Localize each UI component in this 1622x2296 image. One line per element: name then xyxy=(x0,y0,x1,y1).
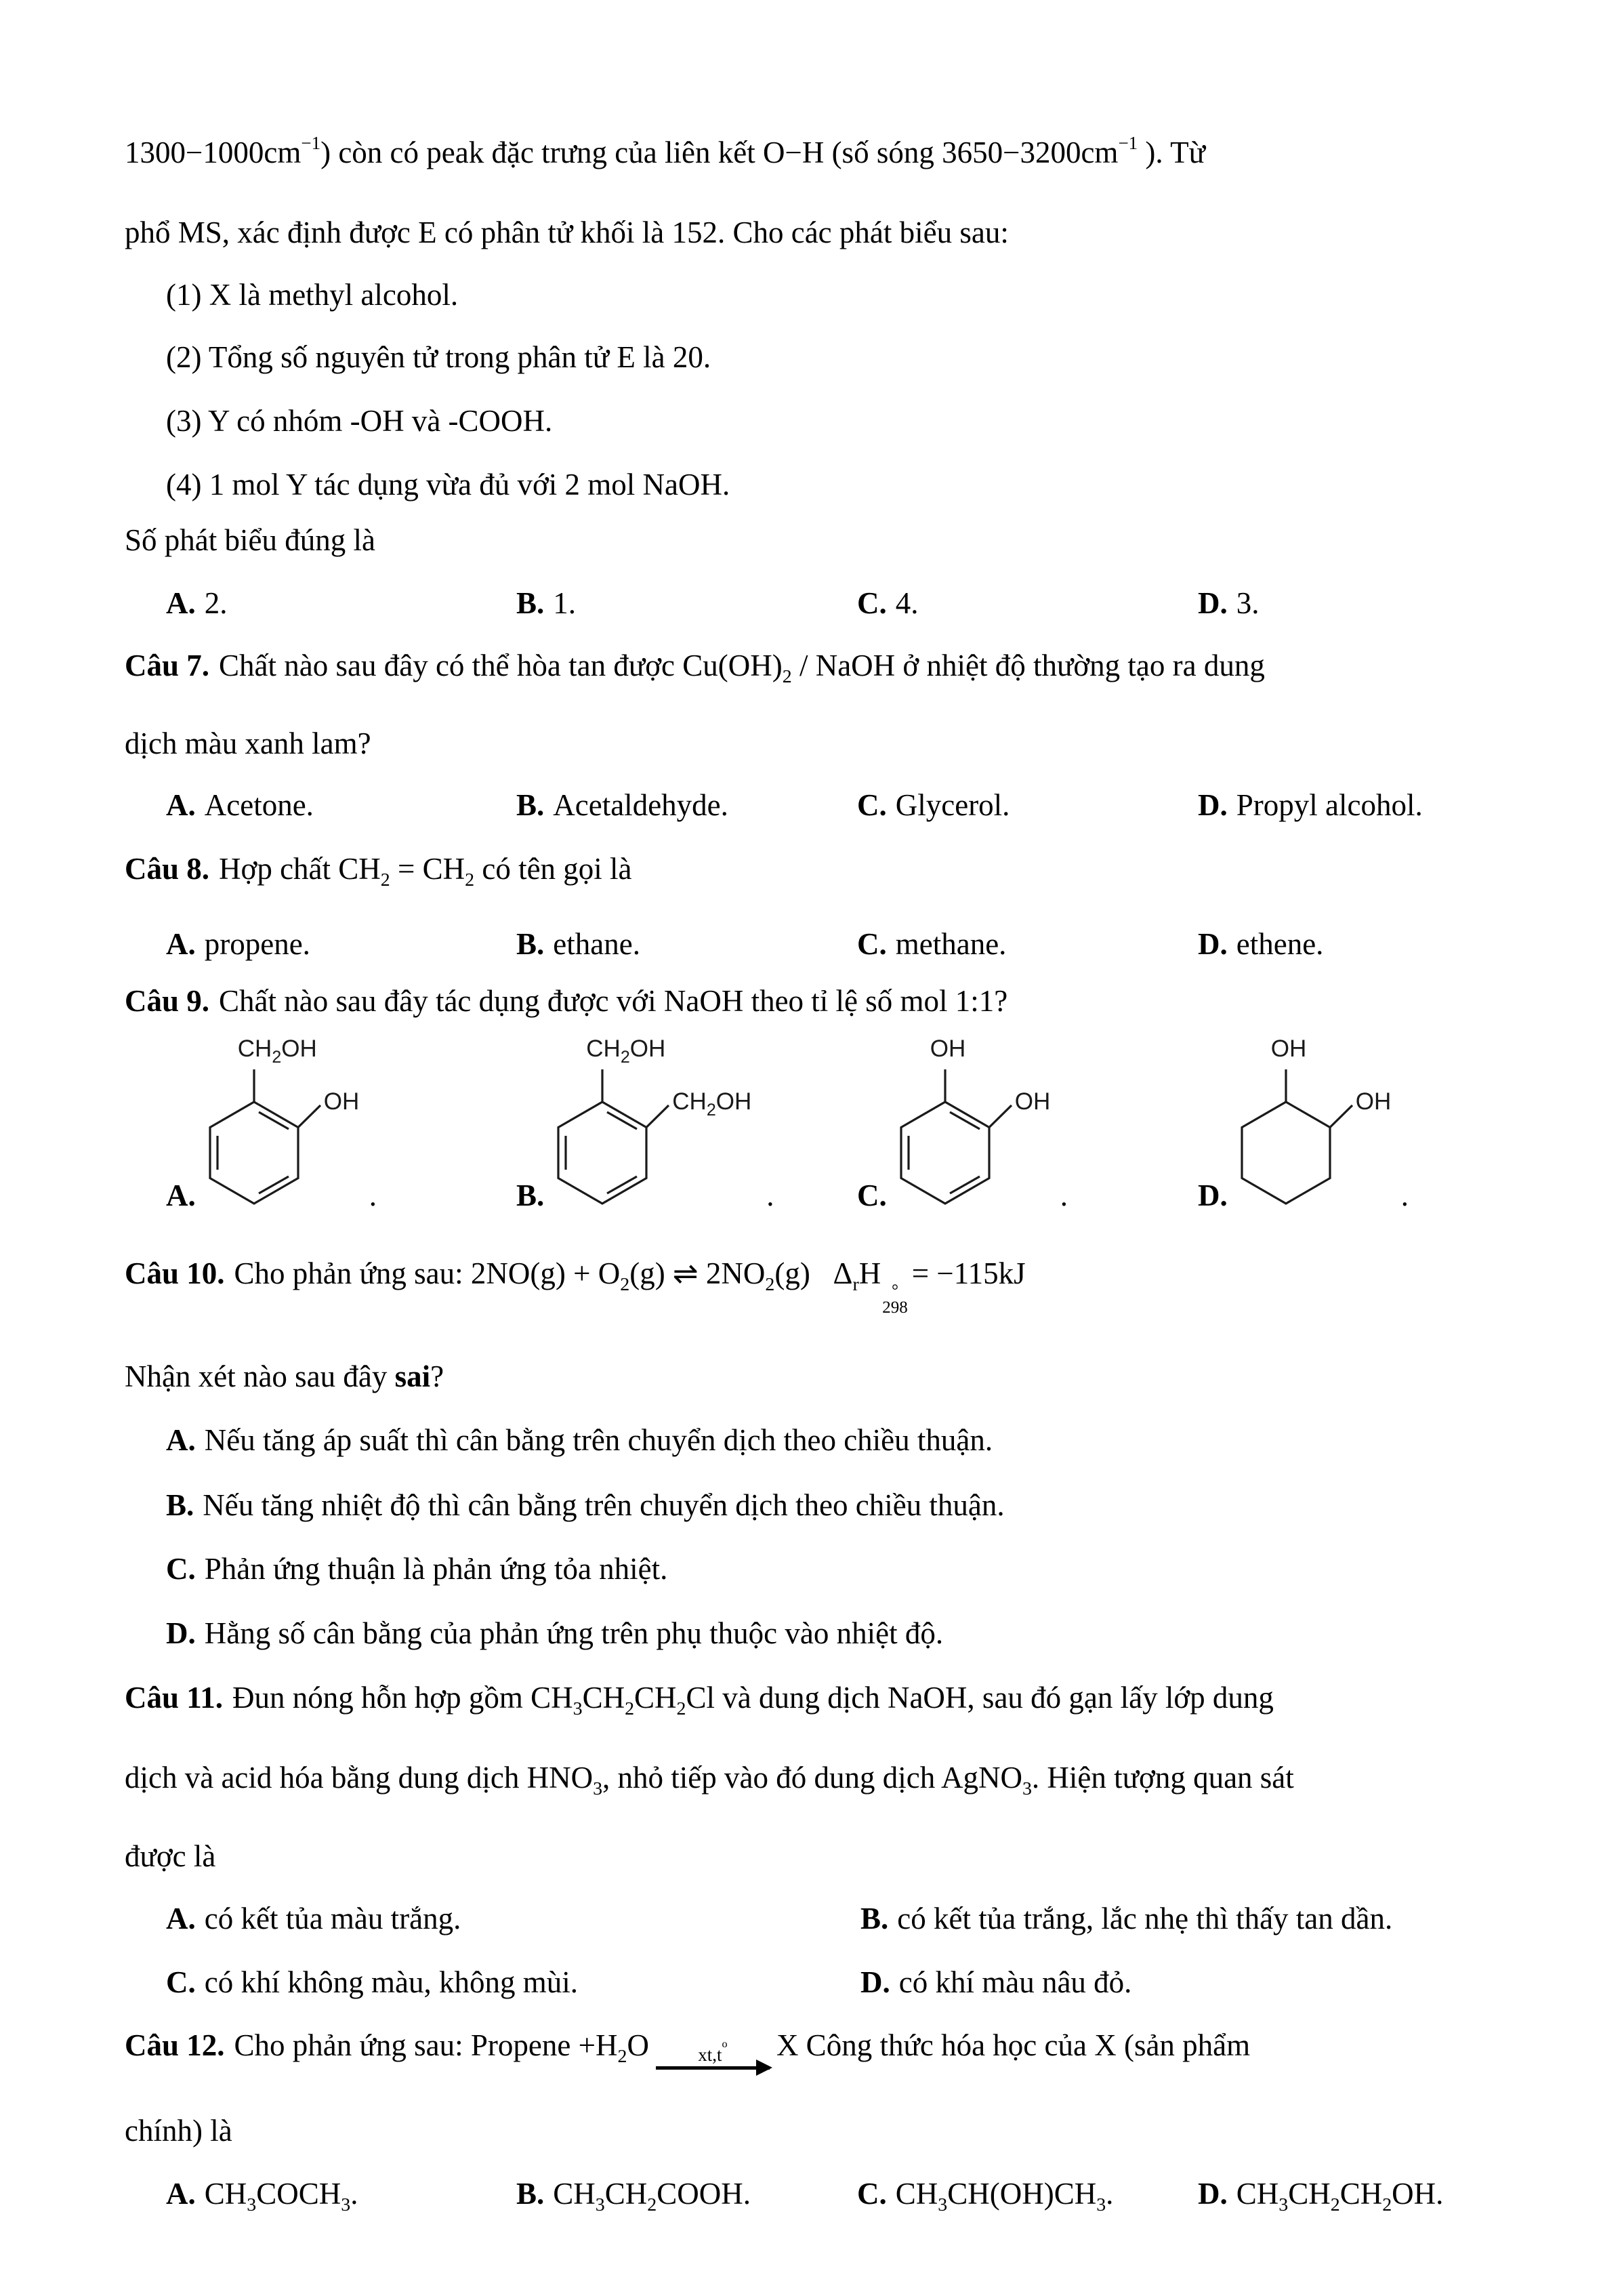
arrow-shaft xyxy=(656,2066,770,2070)
option-text: methane. xyxy=(895,927,1007,961)
q6-statement-2: (2) Tổng số nguyên tử trong phân tử E là 20. xyxy=(166,340,711,374)
option-letter: D. xyxy=(1198,586,1228,620)
q11-option-d xyxy=(860,1964,1507,2001)
q10-label: Câu 10. xyxy=(125,1256,225,1290)
q6-option-c xyxy=(857,585,1198,621)
q9-structure-b xyxy=(516,1026,857,1224)
option-letter: A. xyxy=(166,788,196,822)
q8-option-b xyxy=(516,926,857,962)
q12-line-2: chính) là xyxy=(125,2114,232,2148)
option-letter: B. xyxy=(166,1488,194,1522)
option-letter: D. xyxy=(1198,1178,1228,1212)
option-letter: B. xyxy=(516,586,545,620)
option-letter: B. xyxy=(860,1902,889,1935)
q9-structure-a xyxy=(166,1026,516,1224)
substituent-side-label: OH xyxy=(323,1088,360,1115)
q10-equation: Cho phản ứng sau: $2NO(g) + O_2(g)$ ⇌ $2NO_2(g)$ $\Delta_rH$ ° 298 = −115kJ xyxy=(234,1256,1026,1317)
q10-option-c xyxy=(125,1551,1507,1587)
q8-line-1 xyxy=(125,850,1507,890)
option-letter: A. xyxy=(166,1902,196,1935)
option-text: 3. xyxy=(1236,586,1260,620)
option-letter: C. xyxy=(857,2177,887,2211)
substituent-top-label: OH xyxy=(930,1036,966,1062)
option-text: Glycerol. xyxy=(895,788,1010,822)
option-text: propene. xyxy=(204,927,310,961)
option-text: Phản ứng thuận là phản ứng tỏa nhiệt. xyxy=(204,1552,668,1586)
q6-option-b xyxy=(516,585,857,621)
option-letter: C. xyxy=(857,927,887,961)
q11-line-3: được là xyxy=(125,1839,216,1873)
q9-text: Chất nào sau đây tác dụng được với NaOH theo tỉ lệ số mol 1:1? xyxy=(219,984,1008,1018)
q10-line-1 xyxy=(125,1255,1507,1316)
structure-period: . xyxy=(1060,1178,1068,1212)
option-letter: A. xyxy=(166,586,196,620)
q11-option-a xyxy=(166,1900,860,1937)
option-text: 1. xyxy=(553,586,577,620)
reaction-arrow xyxy=(656,2037,770,2070)
q6-options-row xyxy=(125,585,1507,621)
structure-2-hydroxybenzyl-alcohol xyxy=(200,1027,362,1224)
option-letter: B. xyxy=(516,1178,545,1212)
q10-option-b xyxy=(125,1487,1507,1523)
option-text: Acetaldehyde. xyxy=(553,788,728,822)
q7-line-1 xyxy=(125,647,1507,687)
option-letter: C. xyxy=(857,586,887,620)
structure-period: . xyxy=(1400,1178,1409,1212)
q7-label: Câu 7. xyxy=(125,649,210,682)
option-text: Acetone. xyxy=(204,788,314,822)
option-letter: C. xyxy=(857,1178,887,1212)
cyclohexane-ring-diagram xyxy=(1232,1027,1394,1224)
option-text: có kết tủa màu trắng. xyxy=(204,1902,461,1935)
substituent-top-label: OH xyxy=(1270,1036,1307,1062)
q12-text-suffix: X Công thức hóa học của X (sản phẩm xyxy=(776,2028,1251,2062)
substituent-side-label: OH xyxy=(1355,1088,1392,1115)
option-letter: C. xyxy=(166,1965,196,1999)
q11-label: Câu 11. xyxy=(125,1681,224,1715)
q12-options-row xyxy=(125,2175,1507,2215)
reaction-condition-label: $xt,t^o$ xyxy=(698,2038,728,2065)
q10-option-d xyxy=(125,1615,1507,1652)
structure-period: . xyxy=(766,1178,774,1212)
q8-label: Câu 8. xyxy=(125,852,210,886)
q10-option-a xyxy=(125,1422,1507,1458)
option-text: $CH_3CH_2COOH$. xyxy=(553,2177,751,2215)
structure-period: . xyxy=(369,1178,377,1212)
q11-option-b xyxy=(860,1900,1507,1937)
q8-option-d xyxy=(1198,926,1507,962)
q9-structures-row xyxy=(125,1026,1507,1224)
q6-closing: Số phát biểu đúng là xyxy=(125,523,375,557)
q9-label: Câu 9. xyxy=(125,984,210,1018)
q12-option-b xyxy=(516,2175,857,2215)
q12-option-d xyxy=(1198,2175,1507,2215)
option-letter: A. xyxy=(166,1423,196,1457)
q6-intro-line-1: $1300-1000cm^{-1}$) còn có peak đặc trưng của liên kết O−H (số sóng $3650-3200cm^{-1}$ ). Từ xyxy=(125,133,1205,169)
q11-text: Đun nóng hỗn hợp gồm $CH_3CH_2CH_2Cl$ và dung dịch NaOH, sau đó gạn lấy lớp dung xyxy=(232,1681,1274,1719)
q9-structure-c xyxy=(857,1026,1198,1224)
q6-option-a xyxy=(166,585,516,621)
option-letter: B. xyxy=(516,788,545,822)
option-text: $CH_3COCH_3$. xyxy=(204,2177,358,2215)
option-letter: D. xyxy=(1198,788,1228,822)
q11-options-row-2 xyxy=(125,1964,1507,2001)
substituent-side-label: OH xyxy=(1014,1088,1051,1115)
q8-option-c xyxy=(857,926,1198,962)
option-text: Hằng số cân bằng của phản ứng trên phụ thuộc vào nhiệt độ. xyxy=(204,1616,944,1650)
q11-options-row-1 xyxy=(125,1900,1507,1937)
q11-option-c xyxy=(166,1964,860,2001)
substituent-top-label: $CH_2OH$ xyxy=(586,1036,666,1067)
q9-structure-d xyxy=(1198,1026,1507,1224)
q6-option-d xyxy=(1198,585,1507,621)
option-text: $CH_3CH(OH)CH_3$. xyxy=(895,2177,1114,2215)
option-letter: A. xyxy=(166,2177,196,2211)
benzene-ring-diagram xyxy=(891,1027,1054,1224)
q7-option-a xyxy=(166,787,516,823)
q10-line-2: Nhận xét nào sau đây sai? xyxy=(125,1359,444,1393)
option-text: có kết tủa trắng, lắc nhẹ thì thấy tan dần. xyxy=(897,1902,1393,1935)
option-letter: C. xyxy=(166,1552,196,1586)
q11-line-1 xyxy=(125,1679,1507,1719)
option-letter: D. xyxy=(1198,2177,1228,2211)
option-letter: B. xyxy=(516,927,545,961)
option-letter: D. xyxy=(166,1616,196,1650)
option-letter: B. xyxy=(516,2177,545,2211)
q12-text-prefix: Cho phản ứng sau: Propene $+H_2O$ xyxy=(234,2028,649,2067)
q6-statement-3: (3) Y có nhóm -OH và -COOH. xyxy=(166,404,553,438)
option-letter: C. xyxy=(857,788,887,822)
q6-intro-line-2: phổ MS, xác định được E có phân tử khối là 152. Cho các phát biểu sau: xyxy=(125,216,1009,249)
q6-statement-4: (4) 1 mol Y tác dụng vừa đủ với 2 mol NaOH. xyxy=(166,468,730,501)
option-text: 4. xyxy=(895,586,919,620)
q7-option-d xyxy=(1198,787,1507,823)
structure-cyclohexane-diol xyxy=(1232,1027,1394,1224)
substituent-side-label: $CH_2OH$ xyxy=(672,1088,752,1120)
option-letter: D. xyxy=(860,1965,890,1999)
structure-benzene-dimethanol xyxy=(548,1027,760,1224)
q7-text: Chất nào sau đây có thể hòa tan được $Cu(OH)_2$ / NaOH ở nhiệt độ thường tạo ra dung xyxy=(219,649,1265,687)
q7-option-c xyxy=(857,787,1198,823)
option-text: có khí không màu, không mùi. xyxy=(204,1965,578,1999)
option-letter: A. xyxy=(166,1178,196,1212)
option-text: có khí màu nâu đỏ. xyxy=(898,1965,1132,1999)
option-text: Propyl alcohol. xyxy=(1236,788,1423,822)
q8-option-a xyxy=(166,926,516,962)
q11-line-2: dịch và acid hóa bằng dung dịch $HNO_3$, nhỏ tiếp vào đó dung dịch AgNO$_3$. Hiện tượng quan sát xyxy=(125,1761,1294,1799)
q12-option-c xyxy=(857,2175,1198,2215)
option-text: $CH_3CH_2CH_2OH$. xyxy=(1236,2177,1444,2215)
q8-options-row xyxy=(125,926,1507,962)
option-text: Nếu tăng áp suất thì cân bằng trên chuyển dịch theo chiều thuận. xyxy=(204,1423,993,1457)
option-text: Nếu tăng nhiệt độ thì cân bằng trên chuyển dịch theo chiều thuận. xyxy=(203,1488,1005,1522)
q12-label: Câu 12. xyxy=(125,2028,225,2062)
option-letter: D. xyxy=(1198,927,1228,961)
q12-option-a xyxy=(166,2175,516,2215)
q6-statement-1: (1) X là methyl alcohol. xyxy=(166,278,459,312)
q7-options-row xyxy=(125,787,1507,823)
q7-option-b xyxy=(516,787,857,823)
option-text: ethane. xyxy=(553,927,640,961)
option-text: 2. xyxy=(204,586,228,620)
q7-line-2: dịch màu xanh lam? xyxy=(125,726,371,760)
q12-line-1 xyxy=(125,2027,1507,2070)
substituent-top-label: $CH_2OH$ xyxy=(237,1036,317,1067)
q9-line-1 xyxy=(125,983,1507,1019)
q8-text: Hợp chất $CH_2 = CH_2$ có tên gọi là xyxy=(219,852,632,890)
structure-catechol xyxy=(891,1027,1054,1224)
option-letter: A. xyxy=(166,927,196,961)
option-text: ethene. xyxy=(1236,927,1324,961)
